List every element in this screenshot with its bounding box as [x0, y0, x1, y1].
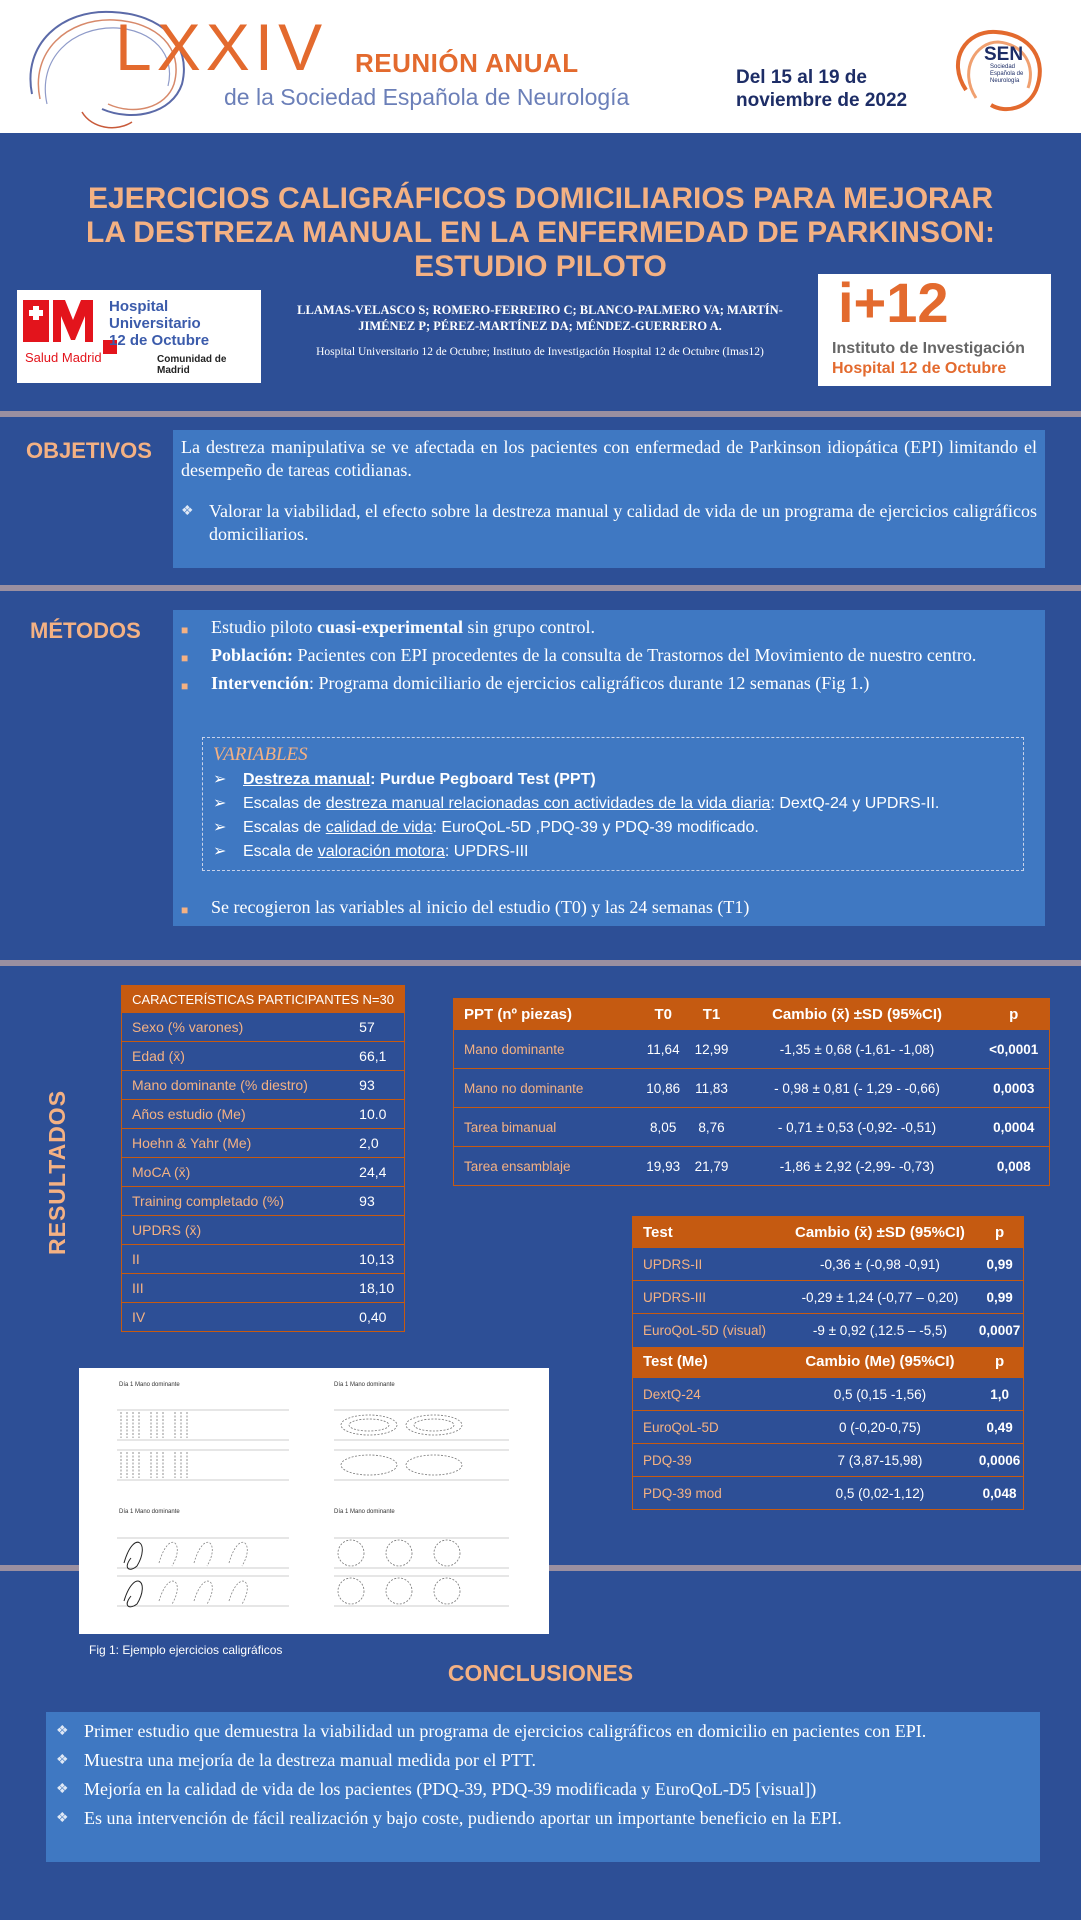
- section-divider: [549, 1565, 1081, 1571]
- tests-header-median: [633, 1347, 1024, 1378]
- characteristics-row: [122, 1303, 405, 1332]
- table-cell: 1,0: [976, 1378, 1023, 1411]
- hospital-logo-name: Hospital Universitario 12 de Octubre: [109, 298, 210, 349]
- characteristics-row: [122, 1216, 405, 1245]
- characteristics-row: [122, 1187, 405, 1216]
- poster-title: [40, 182, 1041, 284]
- column-header: PPT (nº piezas): [454, 999, 640, 1030]
- table-cell: 11,83: [687, 1069, 735, 1108]
- imas12-logo-line1: Instituto de Investigación: [832, 340, 1025, 357]
- section-divider: [0, 411, 1081, 417]
- society-name: de la Sociedad Española de Neurología: [224, 84, 630, 110]
- table-row: [633, 1248, 1024, 1281]
- characteristics-label: Hoehn & Yahr (Me): [122, 1129, 360, 1158]
- panel2-label: Día 1 Mano dominante: [334, 1382, 395, 1388]
- table-cell: 0,0006: [976, 1444, 1023, 1477]
- metodos-label: MÉTODOS: [30, 618, 141, 643]
- table-row: [633, 1444, 1024, 1477]
- column-header: T0: [639, 999, 687, 1030]
- panel3-label: Día 1 Mano dominante: [119, 1509, 180, 1515]
- table-cell: Mano no dominante: [454, 1069, 640, 1108]
- arrow-bullet-icon: ➢: [213, 819, 227, 836]
- characteristics-value: 10,13: [359, 1245, 404, 1274]
- diamond-bullet-icon: ❖: [56, 1782, 69, 1797]
- characteristics-label: II: [122, 1245, 360, 1274]
- table-row: [633, 1314, 1024, 1347]
- table-cell: Tarea ensamblaje: [454, 1147, 640, 1186]
- conclusion-item: ❖ Primer estudio que demuestra la viabilidad un programa de ejercicios caligráficos en domicilio en pacientes con EPI.: [56, 1721, 927, 1741]
- table-cell: 0,048: [976, 1477, 1023, 1510]
- diamond-bullet-icon: ❖: [56, 1724, 69, 1739]
- imas12-logo-mark: i+12: [838, 271, 949, 334]
- characteristics-label: Sexo (% varones): [122, 1013, 360, 1042]
- characteristics-row: [122, 1042, 405, 1071]
- table-row: [633, 1281, 1024, 1314]
- conclusiones-label: CONCLUSIONES: [447, 1660, 634, 1686]
- square-bullet-icon: ■: [181, 651, 189, 665]
- characteristics-value: 10.0: [359, 1100, 404, 1129]
- table-row: [454, 1147, 1050, 1186]
- objetivos-aim-text: Valorar la viabilidad, el efecto sobre la destreza manual y calidad de vida de un programa de ejercicios caligráficos domiciliarios.: [209, 501, 1037, 544]
- tests-header-mean: [633, 1217, 1024, 1248]
- square-bullet-icon: ■: [181, 903, 189, 917]
- table-cell: UPDRS-III: [633, 1281, 784, 1314]
- sen-logo-subtitle: Sociedad Española de Neurología: [990, 64, 1024, 84]
- square-bullet-icon: ■: [181, 679, 189, 693]
- affiliation: Hospital Universitario 12 de Octubre; Instituto de Investigación Hospital 12 de Octubre (Imas12): [316, 346, 764, 358]
- tests-body-median: [633, 1378, 1024, 1510]
- table-cell: 8,05: [639, 1108, 687, 1147]
- variables-box: [202, 737, 1024, 871]
- ppt-body: [454, 1030, 1050, 1186]
- table-row: [454, 1108, 1050, 1147]
- variables-title: VARIABLES: [213, 744, 308, 765]
- table-cell: -1,86 ± 2,92 (-2,99- -0,73): [736, 1147, 979, 1186]
- column-header: Cambio (Me) (95%CI): [784, 1347, 976, 1378]
- congress-dates: [736, 66, 936, 112]
- column-header: Test: [633, 1217, 784, 1248]
- characteristics-value: 93: [359, 1187, 404, 1216]
- table-cell: Mano dominante: [454, 1030, 640, 1069]
- calligraphy-exercises-image: [79, 1368, 549, 1634]
- column-header: p: [976, 1347, 1023, 1378]
- table-cell: -0,29 ± 1,24 (-0,77 – 0,20): [784, 1281, 976, 1314]
- comunidad-madrid-label: Comunidad de Madrid: [157, 354, 227, 376]
- square-bullet-icon: ■: [181, 623, 189, 637]
- table-cell: <0,0001: [978, 1030, 1049, 1069]
- ppt-table: [453, 998, 1050, 1186]
- title-line2: LA DESTREZA MANUAL EN LA ENFERMEDAD DE PARKINSON:: [86, 216, 995, 249]
- characteristics-label: UPDRS (x̄): [122, 1216, 360, 1245]
- variable-manual-dexterity: ➢ Destreza manual: Purdue Pegboard Test (PPT): [213, 768, 1013, 792]
- table-row: [633, 1411, 1024, 1444]
- metodos-item-population: ■ Población: Pacientes con EPI procedentes de la consulta de Trastornos del Movimiento de nuestro centro.: [181, 644, 1037, 670]
- meeting-title: REUNIÓN ANUAL: [355, 48, 579, 78]
- column-header: Test (Me): [633, 1347, 784, 1378]
- objetivos-label: OBJETIVOS: [26, 438, 152, 463]
- table-cell: -1,35 ± 0,68 (-1,61- -1,08): [736, 1030, 979, 1069]
- characteristics-label: IV: [122, 1303, 360, 1332]
- characteristics-value: 24,4: [359, 1158, 404, 1187]
- characteristics-value: 66,1: [359, 1042, 404, 1071]
- conclusion-item: ❖ Es una intervención de fácil realización y bajo coste, pudiendo aportar un importante beneficio en la EPI.: [56, 1808, 842, 1828]
- conclusiones-box: [46, 1712, 1040, 1862]
- column-header: p: [976, 1217, 1023, 1248]
- characteristics-row: [122, 1013, 405, 1042]
- table-cell: 0,5 (0,02-1,12): [784, 1477, 976, 1510]
- imas12-logo: [818, 271, 1051, 386]
- characteristics-label: Edad (x̄): [122, 1042, 360, 1071]
- section-divider: [0, 585, 1081, 591]
- salud-madrid-label: Salud Madrid: [25, 350, 102, 365]
- characteristics-row: [122, 1071, 405, 1100]
- characteristics-row: [122, 1158, 405, 1187]
- conclusion-item: ❖ Muestra una mejoría de la destreza manual medida por el PTT.: [56, 1750, 536, 1770]
- table-cell: - 0,71 ± 0,53 (-0,92- -0,51): [736, 1108, 979, 1147]
- column-header: Cambio (x̄) ±SD (95%CI): [784, 1217, 976, 1248]
- table-cell: 0 (-0,20-0,75): [784, 1411, 976, 1444]
- figure-caption: Fig 1: Ejemplo ejercicios caligráficos: [89, 1643, 283, 1657]
- table-cell: 0,99: [976, 1248, 1023, 1281]
- ppt-header-row: [454, 999, 1050, 1030]
- title-line3: ESTUDIO PILOTO: [414, 250, 667, 283]
- table-cell: EuroQoL-5D: [633, 1411, 784, 1444]
- characteristics-label: Años estudio (Me): [122, 1100, 360, 1129]
- characteristics-value: 18,10: [359, 1274, 404, 1303]
- authors-line1: LLAMAS-VELASCO S; ROMERO-FERREIRO C; BLANCO-PALMERO VA; MARTÍN-: [297, 303, 783, 317]
- tests-body-mean: [633, 1248, 1024, 1347]
- resultados-label: RESULTADOS: [44, 1089, 70, 1255]
- hospital-logo: [17, 290, 261, 383]
- metodos-item-design: ■ Estudio piloto cuasi-experimental sin grupo control.: [181, 616, 1037, 642]
- table-cell: -9 ± 0,92 (,12.5 – -5,5): [784, 1314, 976, 1347]
- authors-line2: JIMÉNEZ P; PÉREZ-MARTÍNEZ DA; MÉNDEZ-GUERRERO A.: [358, 319, 722, 333]
- column-header: p: [978, 999, 1049, 1030]
- congress-number: LXXIV: [115, 10, 328, 84]
- section-divider: [0, 1565, 79, 1571]
- characteristics-value: 2,0: [359, 1129, 404, 1158]
- table-cell: PDQ-39: [633, 1444, 784, 1477]
- column-header: Cambio (x̄) ±SD (95%CI): [736, 999, 979, 1030]
- dates-line2: noviembre de 2022: [736, 90, 908, 111]
- characteristics-row: [122, 1245, 405, 1274]
- table-cell: 11,64: [639, 1030, 687, 1069]
- variable-quality-of-life: ➢ Escalas de calidad de vida: EuroQoL-5D ,PDQ-39 y PDQ-39 modificado.: [213, 816, 1013, 840]
- diamond-bullet-icon: ❖: [181, 504, 194, 519]
- title-line1: EJERCICIOS CALIGRÁFICOS DOMICILIARIOS PARA MEJORAR: [87, 182, 994, 215]
- section-divider: [0, 960, 1081, 966]
- authors: [270, 302, 810, 334]
- dates-line1: Del 15 al 19 de: [736, 67, 867, 88]
- table-cell: -0,36 ± (-0,98 -0,91): [784, 1248, 976, 1281]
- characteristics-value: 57: [359, 1013, 404, 1042]
- table-cell: - 0,98 ± 0,81 (- 1,29 - -0,66): [736, 1069, 979, 1108]
- column-header: T1: [687, 999, 735, 1030]
- arrow-bullet-icon: ➢: [213, 795, 227, 812]
- characteristics-label: Training completado (%): [122, 1187, 360, 1216]
- panel1-label: Día 1 Mano dominante: [119, 1382, 180, 1388]
- calligraphy-exercise-figure: [79, 1368, 549, 1634]
- table-cell: 0,0007: [976, 1314, 1023, 1347]
- characteristics-row: [122, 1274, 405, 1303]
- table-cell: 0,008: [978, 1147, 1049, 1186]
- characteristics-label: Mano dominante (% diestro): [122, 1071, 360, 1100]
- arrow-bullet-icon: ➢: [213, 771, 227, 788]
- table-cell: EuroQoL-5D (visual): [633, 1314, 784, 1347]
- arrow-bullet-icon: ➢: [213, 843, 227, 860]
- table-cell: 12,99: [687, 1030, 735, 1069]
- table-row: [633, 1477, 1024, 1510]
- sen-logo-text: SEN: [984, 44, 1024, 65]
- characteristics-body: [122, 1013, 405, 1332]
- imas12-logo-line2: Hospital 12 de Octubre: [832, 360, 1007, 377]
- table-cell: 0,0004: [978, 1108, 1049, 1147]
- table-cell: Tarea bimanual: [454, 1108, 640, 1147]
- table-cell: 10,86: [639, 1069, 687, 1108]
- congress-header: [0, 0, 1081, 133]
- table-row: [454, 1069, 1050, 1108]
- characteristics-label: III: [122, 1274, 360, 1303]
- characteristics-value: 93: [359, 1071, 404, 1100]
- metodos-item-timepoints: ■ Se recogieron las variables al inicio del estudio (T0) y las 24 semanas (T1): [181, 896, 749, 922]
- characteristics-header: CARACTERÍSTICAS PARTICIPANTES N=30: [122, 986, 405, 1013]
- table-cell: DextQ-24: [633, 1378, 784, 1411]
- table-cell: 0,49: [976, 1411, 1023, 1444]
- characteristics-row: [122, 1100, 405, 1129]
- table-row: [454, 1030, 1050, 1069]
- metodos-item-intervention: ■ Intervención: Programa domiciliario de ejercicios caligráficos durante 12 semanas (Fig 1.): [181, 672, 1037, 698]
- table-cell: 19,93: [639, 1147, 687, 1186]
- table-cell: UPDRS-II: [633, 1248, 784, 1281]
- variable-daily-living: ➢ Escalas de destreza manual relacionadas con actividades de la vida diaria: DextQ-24 y UPDRS-II.: [213, 792, 1013, 816]
- diamond-bullet-icon: ❖: [56, 1753, 69, 1768]
- table-cell: 0,0003: [978, 1069, 1049, 1108]
- characteristics-value: [359, 1216, 404, 1245]
- variable-motor: ➢ Escala de valoración motora: UPDRS-III: [213, 840, 1013, 864]
- table-cell: PDQ-39 mod: [633, 1477, 784, 1510]
- diamond-bullet-icon: ❖: [56, 1811, 69, 1826]
- table-cell: 21,79: [687, 1147, 735, 1186]
- tests-table: [632, 1216, 1024, 1510]
- table-cell: 7 (3,87-15,98): [784, 1444, 976, 1477]
- panel4-label: Día 1 Mano dominante: [334, 1509, 395, 1515]
- table-cell: 0,5 (0,15 -1,56): [784, 1378, 976, 1411]
- table-row: [633, 1378, 1024, 1411]
- objetivos-box: [173, 430, 1045, 568]
- objetivos-intro: La destreza manipulativa se ve afectada en los pacientes con enfermedad de Parkinson idiopática (EPI) limitando el desempeño de tareas cotidianas.: [181, 437, 1037, 480]
- characteristics-row: [122, 1129, 405, 1158]
- table-cell: 0,99: [976, 1281, 1023, 1314]
- objetivos-aim: [181, 500, 1037, 546]
- characteristics-label: MoCA (x̄): [122, 1158, 360, 1187]
- conclusion-item: ❖ Mejoría en la calidad de vida de los pacientes (PDQ-39, PDQ-39 modificada y EuroQoL-D5 [visual]): [56, 1779, 817, 1799]
- characteristics-value: 0,40: [359, 1303, 404, 1332]
- table-cell: 8,76: [687, 1108, 735, 1147]
- characteristics-table: [121, 985, 405, 1332]
